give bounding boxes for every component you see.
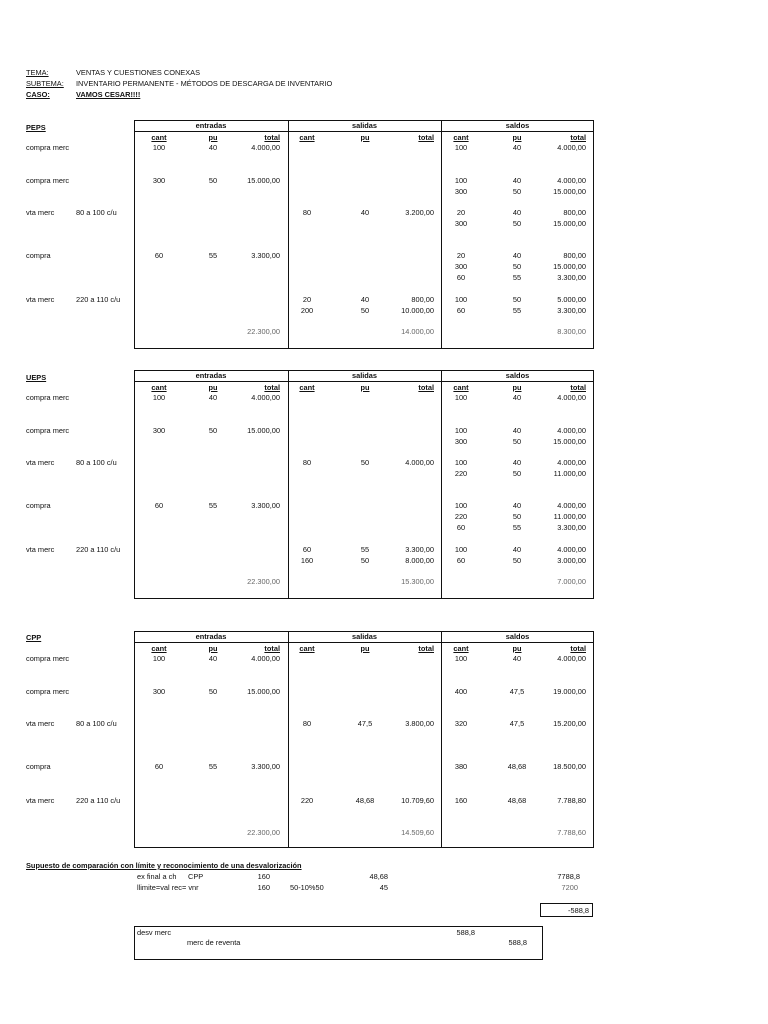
saldo-cant: 100 xyxy=(454,458,468,467)
caso-value: VAMOS CESAR!!!! xyxy=(76,90,141,99)
salida-cant: 20 xyxy=(302,295,312,304)
row-concept: vta merc xyxy=(26,458,55,467)
saldo-cant: 300 xyxy=(454,262,468,271)
row-note: 220 a 110 c/u xyxy=(76,796,121,805)
row-concept: compra xyxy=(26,762,51,771)
salida-pu: 40 xyxy=(360,208,370,217)
row-concept: compra merc xyxy=(26,426,70,435)
table-title: CPP xyxy=(26,633,42,642)
saldo-cant: 60 xyxy=(456,556,466,565)
supuesto-row2-note: 50-10%50 xyxy=(290,883,324,892)
row-concept: vta merc xyxy=(26,545,55,554)
out-pu-header: pu xyxy=(360,644,370,653)
column-total: 7.000,00 xyxy=(557,577,586,586)
bal-pu-header: pu xyxy=(512,383,522,392)
saldo-cant: 300 xyxy=(454,437,468,446)
entrada-total: 15.000,00 xyxy=(247,426,280,435)
column-total: 14.000,00 xyxy=(401,327,434,336)
saldo-pu: 40 xyxy=(512,251,522,260)
column-divider xyxy=(288,631,289,848)
supuesto-title: Supuesto de comparación con límite y reconocimiento de una desvalorización xyxy=(26,861,302,870)
saldo-cant: 100 xyxy=(454,654,468,663)
saldo-pu: 40 xyxy=(512,426,522,435)
entrada-total: 15.000,00 xyxy=(247,176,280,185)
row-concept: compra xyxy=(26,501,51,510)
saldo-cant: 20 xyxy=(456,208,466,217)
in-cant-header: cant xyxy=(151,383,167,392)
saldo-cant: 220 xyxy=(454,512,468,521)
saldo-total: 18.500,00 xyxy=(553,762,586,771)
salida-cant: 80 xyxy=(302,458,312,467)
saldo-pu: 50 xyxy=(512,219,522,228)
bal-total-header: total xyxy=(570,644,586,653)
saldo-total: 19.000,00 xyxy=(553,687,586,696)
in-pu-header: pu xyxy=(208,383,218,392)
out-total-header: total xyxy=(418,644,434,653)
salida-total: 8.000,00 xyxy=(405,556,434,565)
bal-total-header: total xyxy=(570,383,586,392)
saldo-total: 11.000,00 xyxy=(553,469,586,478)
journal-entry xyxy=(134,926,543,960)
entrada-pu: 50 xyxy=(208,176,218,185)
saldo-pu: 50 xyxy=(512,512,522,521)
saldo-total: 4.000,00 xyxy=(557,545,586,554)
saldo-total: 15.000,00 xyxy=(553,219,586,228)
supuesto-row1-qty: 160 xyxy=(257,872,270,881)
entradas-header: entradas xyxy=(195,371,227,380)
journal-debit-account: desv merc xyxy=(137,928,172,937)
in-total-header: total xyxy=(264,644,280,653)
salida-total: 3.200,00 xyxy=(405,208,434,217)
saldo-pu: 40 xyxy=(512,501,522,510)
saldo-pu: 55 xyxy=(512,306,522,315)
saldo-pu: 50 xyxy=(512,437,522,446)
saldo-cant: 60 xyxy=(456,306,466,315)
saldo-total: 4.000,00 xyxy=(557,393,586,402)
saldo-pu: 50 xyxy=(512,469,522,478)
entrada-total: 3.300,00 xyxy=(251,251,280,260)
saldo-pu: 55 xyxy=(512,273,522,282)
tema-value: VENTAS Y CUESTIONES CONEXAS xyxy=(76,68,201,77)
saldo-total: 7.788,80 xyxy=(557,796,586,805)
saldo-cant: 100 xyxy=(454,426,468,435)
saldo-total: 800,00 xyxy=(563,208,586,217)
saldo-pu: 40 xyxy=(512,143,522,152)
salida-pu: 50 xyxy=(360,556,370,565)
header-divider xyxy=(134,381,594,382)
salidas-header: salidas xyxy=(351,121,378,130)
header-divider xyxy=(134,131,594,132)
entrada-cant: 300 xyxy=(152,687,166,696)
saldo-pu: 50 xyxy=(512,295,522,304)
saldo-total: 3.300,00 xyxy=(557,273,586,282)
saldo-total: 4.000,00 xyxy=(557,501,586,510)
column-total: 14.509,60 xyxy=(401,828,434,837)
bal-cant-header: cant xyxy=(453,133,469,142)
saldo-cant: 60 xyxy=(456,523,466,532)
row-concept: compra merc xyxy=(26,143,70,152)
saldo-pu: 48,68 xyxy=(507,762,527,771)
entrada-pu: 40 xyxy=(208,654,218,663)
header-divider xyxy=(134,642,594,643)
saldo-total: 4.000,00 xyxy=(557,654,586,663)
salida-pu: 48,68 xyxy=(355,796,375,805)
subtema-value: INVENTARIO PERMANENTE - MÉTODOS DE DESCARGA DE INVENTARIO xyxy=(76,79,333,88)
subtema-label: SUBTEMA: xyxy=(26,79,64,88)
saldo-cant: 100 xyxy=(454,176,468,185)
row-concept: compra xyxy=(26,251,51,260)
in-cant-header: cant xyxy=(151,644,167,653)
entrada-total: 4.000,00 xyxy=(251,393,280,402)
entrada-cant: 60 xyxy=(154,251,164,260)
row-concept: vta merc xyxy=(26,719,55,728)
row-note: 80 a 100 c/u xyxy=(76,458,117,467)
saldo-total: 15.000,00 xyxy=(553,262,586,271)
salida-pu: 40 xyxy=(360,295,370,304)
bal-pu-header: pu xyxy=(512,644,522,653)
saldo-pu: 40 xyxy=(512,208,522,217)
salidas-header: salidas xyxy=(351,632,378,641)
saldo-total: 800,00 xyxy=(563,251,586,260)
saldo-total: 3.300,00 xyxy=(557,306,586,315)
salida-pu: 50 xyxy=(360,306,370,315)
row-note: 80 a 100 c/u xyxy=(76,719,117,728)
supuesto-row2-price: 45 xyxy=(379,883,388,892)
saldo-cant: 380 xyxy=(454,762,468,771)
out-pu-header: pu xyxy=(360,383,370,392)
row-concept: compra merc xyxy=(26,393,70,402)
entrada-pu: 40 xyxy=(208,143,218,152)
entrada-cant: 60 xyxy=(154,762,164,771)
supuesto-row2-label: llimite=val rec= vnr xyxy=(137,883,199,892)
entrada-total: 3.300,00 xyxy=(251,501,280,510)
entrada-total: 4.000,00 xyxy=(251,143,280,152)
entradas-header: entradas xyxy=(195,632,227,641)
saldo-total: 15.200,00 xyxy=(553,719,586,728)
salida-total: 10.000,00 xyxy=(401,306,434,315)
salida-pu: 47,5 xyxy=(357,719,373,728)
entradas-header: entradas xyxy=(195,121,227,130)
supuesto-row1-method: CPP xyxy=(188,872,204,881)
saldo-pu: 40 xyxy=(512,654,522,663)
saldo-pu: 47,5 xyxy=(509,719,525,728)
entrada-pu: 55 xyxy=(208,762,218,771)
entrada-pu: 50 xyxy=(208,426,218,435)
saldo-total: 15.000,00 xyxy=(553,437,586,446)
row-concept: compra merc xyxy=(26,654,70,663)
saldo-cant: 100 xyxy=(454,295,468,304)
salida-cant: 160 xyxy=(300,556,314,565)
row-concept: vta merc xyxy=(26,295,55,304)
saldo-total: 4.000,00 xyxy=(557,458,586,467)
difference-box xyxy=(540,903,593,917)
journal-credit-amount: 588,8 xyxy=(508,938,527,947)
out-pu-header: pu xyxy=(360,133,370,142)
bal-total-header: total xyxy=(570,133,586,142)
saldo-cant: 60 xyxy=(456,273,466,282)
saldo-cant: 300 xyxy=(454,219,468,228)
column-total: 22.300,00 xyxy=(247,577,280,586)
entrada-pu: 50 xyxy=(208,687,218,696)
in-pu-header: pu xyxy=(208,644,218,653)
difference-value: -588,8 xyxy=(568,905,589,915)
saldo-cant: 20 xyxy=(456,251,466,260)
saldo-cant: 100 xyxy=(454,501,468,510)
bal-cant-header: cant xyxy=(453,644,469,653)
saldo-cant: 220 xyxy=(454,469,468,478)
salida-cant: 200 xyxy=(300,306,314,315)
bal-cant-header: cant xyxy=(453,383,469,392)
out-cant-header: cant xyxy=(299,644,315,653)
saldo-pu: 40 xyxy=(512,176,522,185)
out-total-header: total xyxy=(418,383,434,392)
entrada-total: 15.000,00 xyxy=(247,687,280,696)
entrada-pu: 55 xyxy=(208,501,218,510)
column-total: 15.300,00 xyxy=(401,577,434,586)
in-pu-header: pu xyxy=(208,133,218,142)
entrada-pu: 40 xyxy=(208,393,218,402)
saldos-header: saldos xyxy=(505,371,530,380)
saldo-pu: 48,68 xyxy=(507,796,527,805)
saldo-total: 4.000,00 xyxy=(557,176,586,185)
entrada-cant: 300 xyxy=(152,176,166,185)
bal-pu-header: pu xyxy=(512,133,522,142)
tema-label: TEMA: xyxy=(26,68,49,77)
salida-cant: 80 xyxy=(302,208,312,217)
saldo-pu: 47,5 xyxy=(509,687,525,696)
row-concept: vta merc xyxy=(26,796,55,805)
column-total: 22.300,00 xyxy=(247,327,280,336)
salida-total: 10.709,60 xyxy=(401,796,434,805)
saldo-cant: 100 xyxy=(454,143,468,152)
entrada-cant: 100 xyxy=(152,393,166,402)
saldo-pu: 40 xyxy=(512,393,522,402)
salida-total: 4.000,00 xyxy=(405,458,434,467)
row-note: 220 a 110 c/u xyxy=(76,545,121,554)
salida-total: 800,00 xyxy=(411,295,434,304)
row-concept: vta merc xyxy=(26,208,55,217)
supuesto-row1-price: 48,68 xyxy=(369,872,388,881)
saldo-cant: 100 xyxy=(454,393,468,402)
salida-total: 3.800,00 xyxy=(405,719,434,728)
column-total: 22.300,00 xyxy=(247,828,280,837)
salida-pu: 55 xyxy=(360,545,370,554)
column-divider xyxy=(288,370,289,599)
saldo-cant: 300 xyxy=(454,187,468,196)
saldo-pu: 50 xyxy=(512,556,522,565)
table-title: UEPS xyxy=(26,373,47,382)
salida-cant: 80 xyxy=(302,719,312,728)
supuesto-row2-total: 7200 xyxy=(561,883,578,892)
in-total-header: total xyxy=(264,383,280,392)
saldos-header: saldos xyxy=(505,632,530,641)
entrada-cant: 100 xyxy=(152,143,166,152)
column-divider xyxy=(441,120,442,349)
saldo-pu: 50 xyxy=(512,262,522,271)
saldo-total: 5.000,00 xyxy=(557,295,586,304)
entrada-total: 3.300,00 xyxy=(251,762,280,771)
column-total: 7.788,60 xyxy=(557,828,586,837)
salidas-header: salidas xyxy=(351,371,378,380)
saldo-cant: 100 xyxy=(454,545,468,554)
supuesto-row1-total: 7788,8 xyxy=(557,872,580,881)
saldos-header: saldos xyxy=(505,121,530,130)
salida-total: 3.300,00 xyxy=(405,545,434,554)
saldo-total: 11.000,00 xyxy=(553,512,586,521)
saldo-pu: 50 xyxy=(512,187,522,196)
row-note: 220 a 110 c/u xyxy=(76,295,121,304)
saldo-pu: 40 xyxy=(512,545,522,554)
saldo-total: 3.000,00 xyxy=(557,556,586,565)
entrada-cant: 100 xyxy=(152,654,166,663)
in-total-header: total xyxy=(264,133,280,142)
out-cant-header: cant xyxy=(299,133,315,142)
saldo-pu: 40 xyxy=(512,458,522,467)
row-concept: compra merc xyxy=(26,176,70,185)
out-cant-header: cant xyxy=(299,383,315,392)
salida-pu: 50 xyxy=(360,458,370,467)
saldo-pu: 55 xyxy=(512,523,522,532)
saldo-total: 4.000,00 xyxy=(557,143,586,152)
caso-label: CASO: xyxy=(26,90,50,99)
in-cant-header: cant xyxy=(151,133,167,142)
journal-debit-amount: 588,8 xyxy=(456,928,475,937)
supuesto-row2-qty: 160 xyxy=(257,883,270,892)
row-note: 80 a 100 c/u xyxy=(76,208,117,217)
journal-credit-account: merc de reventa xyxy=(187,938,241,947)
column-divider xyxy=(441,631,442,848)
entrada-total: 4.000,00 xyxy=(251,654,280,663)
out-total-header: total xyxy=(418,133,434,142)
salida-cant: 60 xyxy=(302,545,312,554)
saldo-cant: 320 xyxy=(454,719,468,728)
saldo-total: 4.000,00 xyxy=(557,426,586,435)
column-divider xyxy=(441,370,442,599)
salida-cant: 220 xyxy=(300,796,314,805)
entrada-pu: 55 xyxy=(208,251,218,260)
row-concept: compra merc xyxy=(26,687,70,696)
table-title: PEPS xyxy=(26,123,46,132)
saldo-total: 3.300,00 xyxy=(557,523,586,532)
saldo-total: 15.000,00 xyxy=(553,187,586,196)
column-divider xyxy=(288,120,289,349)
entrada-cant: 60 xyxy=(154,501,164,510)
table-frame xyxy=(134,631,594,848)
column-total: 8.300,00 xyxy=(557,327,586,336)
saldo-cant: 400 xyxy=(454,687,468,696)
entrada-cant: 300 xyxy=(152,426,166,435)
saldo-cant: 160 xyxy=(454,796,468,805)
supuesto-row1-label: ex final a ch xyxy=(137,872,177,881)
